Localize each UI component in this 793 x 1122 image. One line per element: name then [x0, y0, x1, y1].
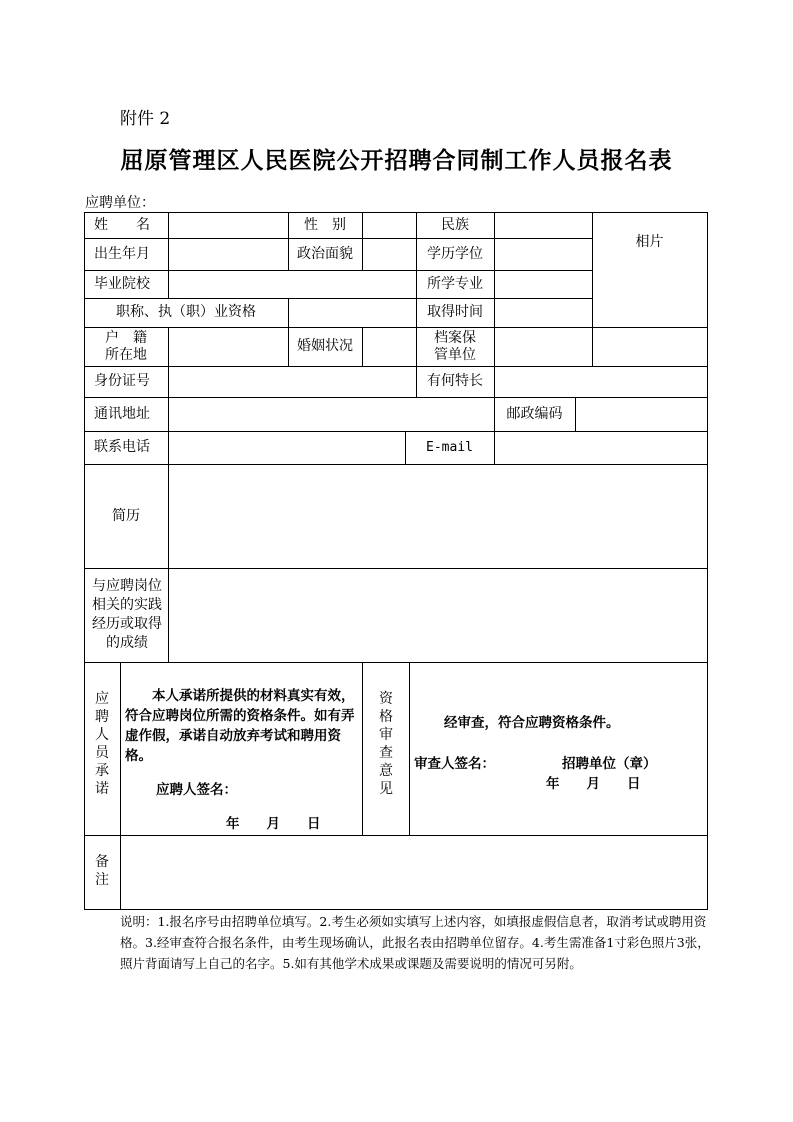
address-label: 通讯地址	[94, 405, 150, 422]
obtain-time-label: 取得时间	[427, 304, 483, 320]
marital-label: 婚姻状况	[297, 338, 353, 354]
employer-seal-label: 招聘单位（章）	[562, 756, 657, 772]
name-label: 姓 名	[94, 216, 150, 233]
politics-label: 政治面貌	[297, 245, 353, 262]
attachment-label: 附件 2	[120, 109, 171, 129]
birth-label: 出生年月	[94, 245, 150, 262]
review-label: 资格审查意见	[379, 691, 393, 797]
degree-label: 学历学位	[427, 245, 483, 262]
archive-label	[416, 327, 494, 366]
archive-line2: 管单位	[434, 346, 476, 363]
phone-label: 联系电话	[94, 439, 150, 455]
ethnicity-label: 民族	[441, 216, 469, 233]
gender-label: 性 别	[304, 216, 346, 233]
hukou-label	[84, 327, 168, 366]
postcode-label: 邮政编码	[506, 405, 563, 422]
applicant-signature-label: 应聘人签名：	[156, 782, 237, 798]
title-qualification-label: 职称、执（职）业资格	[116, 304, 256, 320]
pledge-label: 应聘人员承诺	[95, 691, 109, 797]
photo-label: 相片	[635, 233, 664, 250]
review-text: 经审查，符合应聘资格条件。	[444, 715, 620, 731]
id-number-label: 身份证号	[94, 373, 150, 389]
unit-label: 应聘单位：	[85, 195, 155, 211]
notes-text: 说明：1.报名序号由招聘单位填写。2.考生必须如实填写上述内容，如填报虚假信息者，取消考试或聘用资格。3.经审查符合报名条件，由考生现场确认，此报名表由招聘单位留存。4.考生需准备1寸彩色照片3张，照片背面请写上自己的名字。5.如有其他学术成果或课题及需要说明的情况可另附。	[120, 914, 710, 971]
specialty-label: 有何特长	[427, 373, 483, 389]
major-label: 所学专业	[427, 275, 483, 292]
email-label: E-mail	[426, 440, 473, 455]
hukou-line2: 所在地	[105, 346, 147, 363]
hukou-line1: 户 籍	[105, 329, 147, 346]
school-label: 毕业院校	[94, 275, 150, 292]
pledge-text: 本人承诺所提供的材料真实有效，符合应聘岗位所需的资格条件。如有弄虚作假，承诺自动放弃考试和聘用资格。	[125, 688, 355, 764]
reviewer-signature-label: 审查人签名：	[414, 756, 495, 772]
experience-label: 与应聘岗位相关的实践经历或取得的成绩	[92, 578, 162, 651]
archive-line1: 档案保	[434, 329, 476, 346]
review-date: 年 月 日	[546, 776, 641, 792]
pledge-date: 年 月 日	[226, 816, 321, 832]
form-title: 屈原管理区人民医院公开招聘合同制工作人员报名表	[120, 147, 673, 174]
remarks-label: 备注	[95, 854, 109, 888]
resume-label: 简历	[112, 507, 140, 524]
